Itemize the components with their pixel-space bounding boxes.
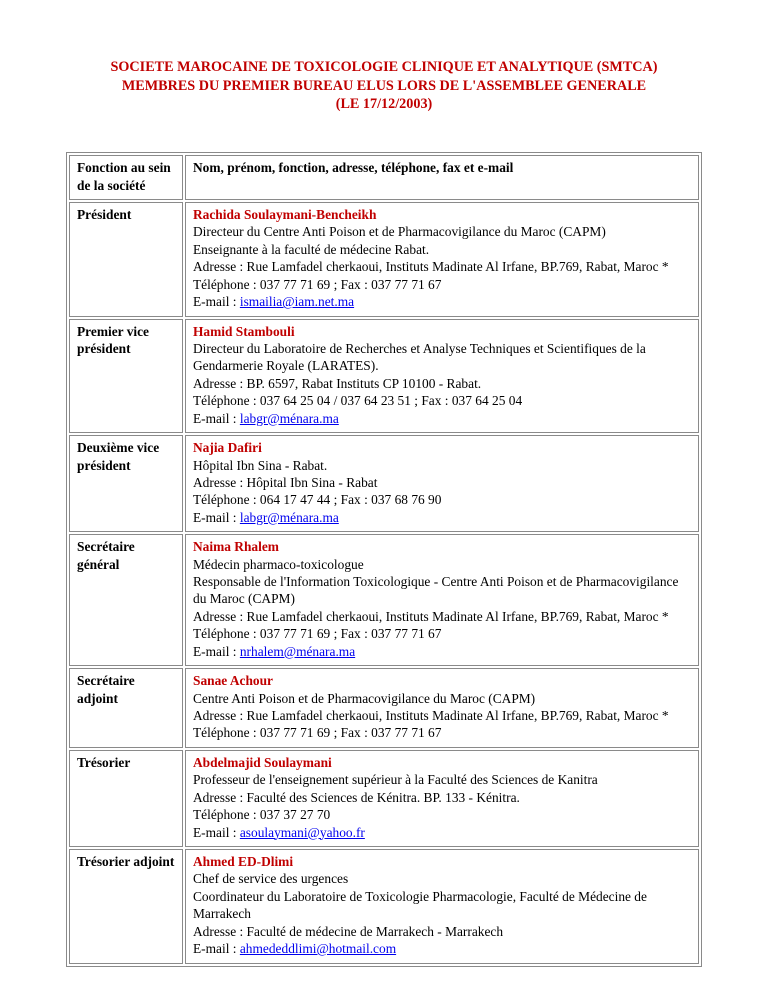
header-function-cell: Fonction au sein de la société (69, 155, 183, 200)
header-details-cell: Nom, prénom, fonction, adresse, téléphone, fax et e-mail (185, 155, 699, 200)
email-link[interactable]: labgr@ménara.ma (239, 509, 339, 525)
member-phone: Téléphone : 037 37 27 70 (193, 807, 331, 823)
member-detail: Professeur de l'enseignement supérieur à la Faculté des Sciences de Kanitra (193, 772, 598, 788)
email-link[interactable]: ahmededdlimi@hotmail.com (239, 941, 397, 957)
member-detail: Centre Anti Poison et de Pharmacovigilance du Maroc (CAPM) (193, 690, 536, 706)
email-label: E-mail : (193, 294, 240, 310)
email-label: E-mail : (193, 824, 240, 840)
member-detail: Coordinateur du Laboratoire de Toxicologie Pharmacologie, Faculté de Médecine de Marrakech (193, 888, 647, 922)
member-details-cell (185, 668, 699, 748)
member-name: Rachida Soulaymani-Bencheikh (193, 207, 377, 223)
member-role: Secrétaire général (69, 534, 183, 666)
title-line-2: MEMBRES DU PREMIER BUREAU ELUS LORS DE L'ASSEMBLEE GENERALE (121, 77, 647, 94)
member-name: Naima Rhalem (193, 539, 279, 555)
email-link[interactable]: asoulaymani@yahoo.fr (239, 824, 365, 840)
document-title (66, 58, 702, 114)
member-role: Président (69, 202, 183, 317)
member-name: Najia Dafiri (193, 440, 262, 456)
member-role: Secrétaire adjoint (69, 668, 183, 748)
member-detail: Responsable de l'Information Toxicologique - Centre Anti Poison et de Pharmacovigilance du Maroc (CAPM) (193, 574, 679, 607)
member-detail: Chef de service des urgences (193, 871, 349, 887)
table-row (69, 534, 699, 666)
member-detail: Directeur du Laboratoire de Recherches et Analyse Techniques et Scientifiques de la Gendarmerie Royale (LARATES). (193, 341, 646, 374)
email-label: E-mail : (193, 509, 240, 525)
member-email-line (193, 509, 691, 526)
member-name: Abdelmajid Soulaymani (193, 754, 332, 770)
table-row (69, 668, 699, 748)
members-table (66, 152, 702, 966)
member-detail: Adresse : Faculté des Sciences de Kénitra. BP. 133 - Kénitra. (193, 789, 520, 805)
member-role: Trésorier adjoint (69, 849, 183, 964)
table-row (69, 750, 699, 847)
member-details-cell (185, 849, 699, 964)
member-detail: Médecin pharmaco-toxicologue (193, 556, 364, 572)
member-role: Deuxième vice président (69, 435, 183, 532)
title-line-1: SOCIETE MAROCAINE DE TOXICOLOGIE CLINIQUE ET ANALYTIQUE (SMTCA) (110, 59, 658, 75)
member-detail: Adresse : Rue Lamfadel cherkaoui, Instituts Madinate Al Irfane, BP.769, Rabat, Maroc * (193, 259, 669, 275)
member-details-cell (185, 750, 699, 847)
member-email-line (193, 410, 691, 427)
member-role: Trésorier (69, 750, 183, 847)
member-details-cell (185, 435, 699, 532)
member-email-line (193, 824, 691, 841)
table-header-row (69, 155, 699, 200)
email-link[interactable]: nrhalem@ménara.ma (239, 643, 356, 659)
member-detail: Adresse : Faculté de médecine de Marrakech - Marrakech (193, 923, 504, 939)
member-name: Hamid Stambouli (193, 323, 295, 339)
member-detail: Adresse : Rue Lamfadel cherkaoui, Instituts Madinate Al Irfane, BP.769, Rabat, Maroc * (193, 608, 669, 624)
email-link[interactable]: ismailia@iam.net.ma (239, 294, 355, 310)
table-row (69, 202, 699, 317)
email-label: E-mail : (193, 941, 240, 957)
email-label: E-mail : (193, 410, 240, 426)
member-phone: Téléphone : 037 77 71 69 ; Fax : 037 77 71 67 (193, 276, 442, 292)
member-email-line (193, 293, 691, 310)
member-details-cell (185, 534, 699, 666)
member-detail: Enseignante à la faculté de médecine Rabat. (193, 241, 430, 257)
member-detail: Directeur du Centre Anti Poison et de Pharmacovigilance du Maroc (CAPM) (193, 224, 606, 240)
member-detail: Adresse : Hôpital Ibn Sina - Rabat (193, 474, 378, 490)
member-detail: Hôpital Ibn Sina - Rabat. (193, 457, 328, 473)
member-detail: Adresse : Rue Lamfadel cherkaoui, Instituts Madinate Al Irfane, BP.769, Rabat, Maroc * (193, 708, 669, 724)
email-link[interactable]: labgr@ménara.ma (239, 410, 339, 426)
member-name: Sanae Achour (193, 673, 273, 689)
member-name: Ahmed ED-Dlimi (193, 853, 294, 869)
member-details-cell (185, 319, 699, 434)
member-phone: Téléphone : 064 17 47 44 ; Fax : 037 68 76 90 (193, 492, 442, 508)
member-detail: Adresse : BP. 6597, Rabat Instituts CP 10100 - Rabat. (193, 375, 482, 391)
title-line-3: (LE 17/12/2003) (335, 96, 433, 113)
member-phone: Téléphone : 037 77 71 69 ; Fax : 037 77 71 67 (193, 725, 442, 741)
table-row (69, 849, 699, 964)
table-row (69, 435, 699, 532)
member-phone: Téléphone : 037 64 25 04 / 037 64 23 51 ; Fax : 037 64 25 04 (193, 393, 523, 409)
email-label: E-mail : (193, 643, 240, 659)
member-email-line (193, 940, 691, 957)
table-row (69, 319, 699, 434)
member-email-line (193, 643, 691, 660)
member-phone: Téléphone : 037 77 71 69 ; Fax : 037 77 71 67 (193, 626, 442, 642)
member-role: Premier vice président (69, 319, 183, 434)
member-details-cell (185, 202, 699, 317)
